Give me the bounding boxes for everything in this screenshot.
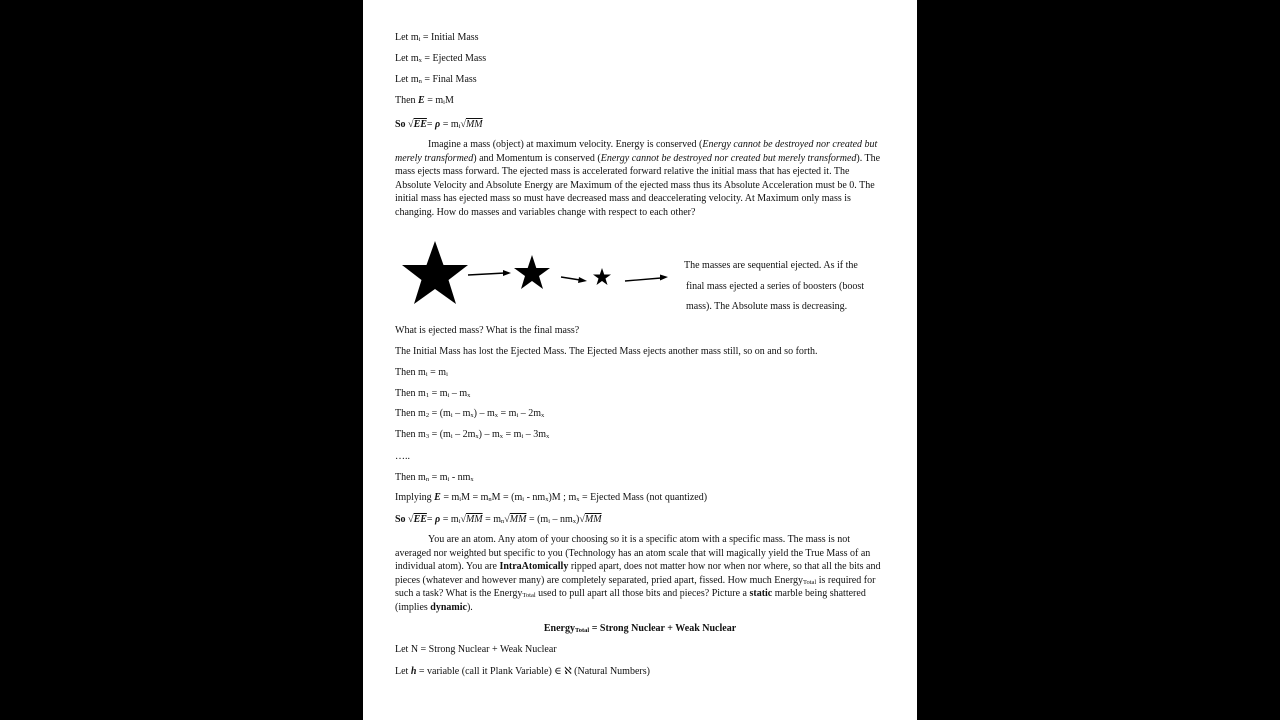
paragraph-maximum-velocity: Imagine a mass (object) at maximum velocity. Energy is conserved (Energy cannot be destroyed nor created but merely transformed) and Momentum is conserved (Energy cannot be destroyed nor created but merely transformed). The mass ejects mass forward. The ejected mass is accelerated forward relative the initial mass that has ejected it. The Absolute Velocity and Absolute Energy are Maximum of the ejected mass thus its Absolute Acceleration must be 0. The initial mass has ejected mass so must have decreased mass and deaccelerating velocity. At Maximum only mass is changing. How do masses and variables change with respect to each other? bbox=[395, 139, 881, 218]
def-final-mass: Let $m_n$ = Final Mass bbox=[395, 74, 477, 85]
eq-so-rho-expanded: So $√EE= \rho = m_i√MM = m_n√MM = (m_i - nm_x)√MM$ bbox=[395, 514, 602, 525]
arrow-line-2 bbox=[561, 277, 580, 280]
arrowhead-2 bbox=[578, 277, 587, 283]
document-page bbox=[363, 0, 917, 720]
question-ejected-mass: What is ejected mass? What is the final mass? bbox=[395, 325, 580, 336]
arrow-line-1 bbox=[468, 273, 505, 275]
eq-m-n: Then $m_n = m_i - nm_x$ bbox=[395, 472, 474, 483]
arrow-line-3 bbox=[625, 278, 661, 281]
eq-m-3: Then $m_3 = (m_i - 2m_x) - m_x = m_i - 3m_x$ bbox=[395, 429, 550, 440]
def-ejected-mass: Let $m_x$ = Ejected Mass bbox=[395, 53, 487, 64]
def-n: Let N = Strong Nuclear + Weak Nuclear bbox=[395, 644, 557, 655]
statement-lost-mass: The Initial Mass has lost the Ejected Mass. The Ejected Mass ejects another mass still, so on and so forth. bbox=[395, 346, 818, 357]
star-large-icon bbox=[402, 241, 468, 304]
eq-m-i: Then $m_i = m_i$ bbox=[395, 367, 448, 378]
ejection-diagram bbox=[393, 238, 673, 310]
caption-line-1: The masses are sequential ejected. As if the bbox=[684, 260, 858, 271]
caption-line-2: final mass ejected a series of boosters (boost bbox=[686, 280, 865, 292]
arrowhead-3 bbox=[660, 275, 668, 281]
energy-total-heading: Energy$_{Total}$ = Strong Nuclear + Weak Nuclear bbox=[543, 623, 737, 634]
eq-m-2: Then $m_2 = (m_i - m_x) - m_x = m_i - 2m_x$ bbox=[395, 408, 545, 419]
ellipsis: ….. bbox=[395, 451, 410, 462]
eq-so-rho: So $√EE= \rho = m_i√MM$ bbox=[395, 119, 483, 130]
arrowhead-1 bbox=[503, 270, 511, 276]
star-medium-icon bbox=[514, 255, 550, 289]
def-h: Let h = variable (call it Plank Variable) ∈ ℵ (Natural Numbers) bbox=[395, 666, 650, 677]
paragraph-atom: You are an atom. Any atom of your choosing so it is a specific atom with a specific mass. The mass is not averaged nor weighted but specific to you (Technology has an atom scale that will magically yield the True Mass of an individual atom). You are IntraAtomically ripped apart, does not matter how nor when nor where, so that all the bits and pieces (whatever and however many) are completely separated, pried apart, fissed. How much Energy$_{Total}$ is required for such a task? What is the Energy$_{Total}$ used to pull apart all those bits and pieces? Picture a static marble being shattered (implies dynamic). bbox=[395, 534, 881, 613]
eq-m-1: Then $m_1 = m_i - m_x$ bbox=[395, 388, 471, 399]
eq-then-e: Then $E = m_iM$ bbox=[395, 95, 454, 106]
star-small-icon bbox=[593, 268, 611, 285]
def-initial-mass: Let $m_i$ = Initial Mass bbox=[395, 32, 479, 43]
diagram-caption bbox=[684, 256, 889, 318]
eq-implying: Implying $E = m_iM = m_nM = (m_i - nm_x)M$ ; $m_x$ = Ejected Mass (not quantized) bbox=[395, 492, 708, 503]
caption-line-3: mass). The Absolute mass is decreasing. bbox=[686, 301, 848, 312]
